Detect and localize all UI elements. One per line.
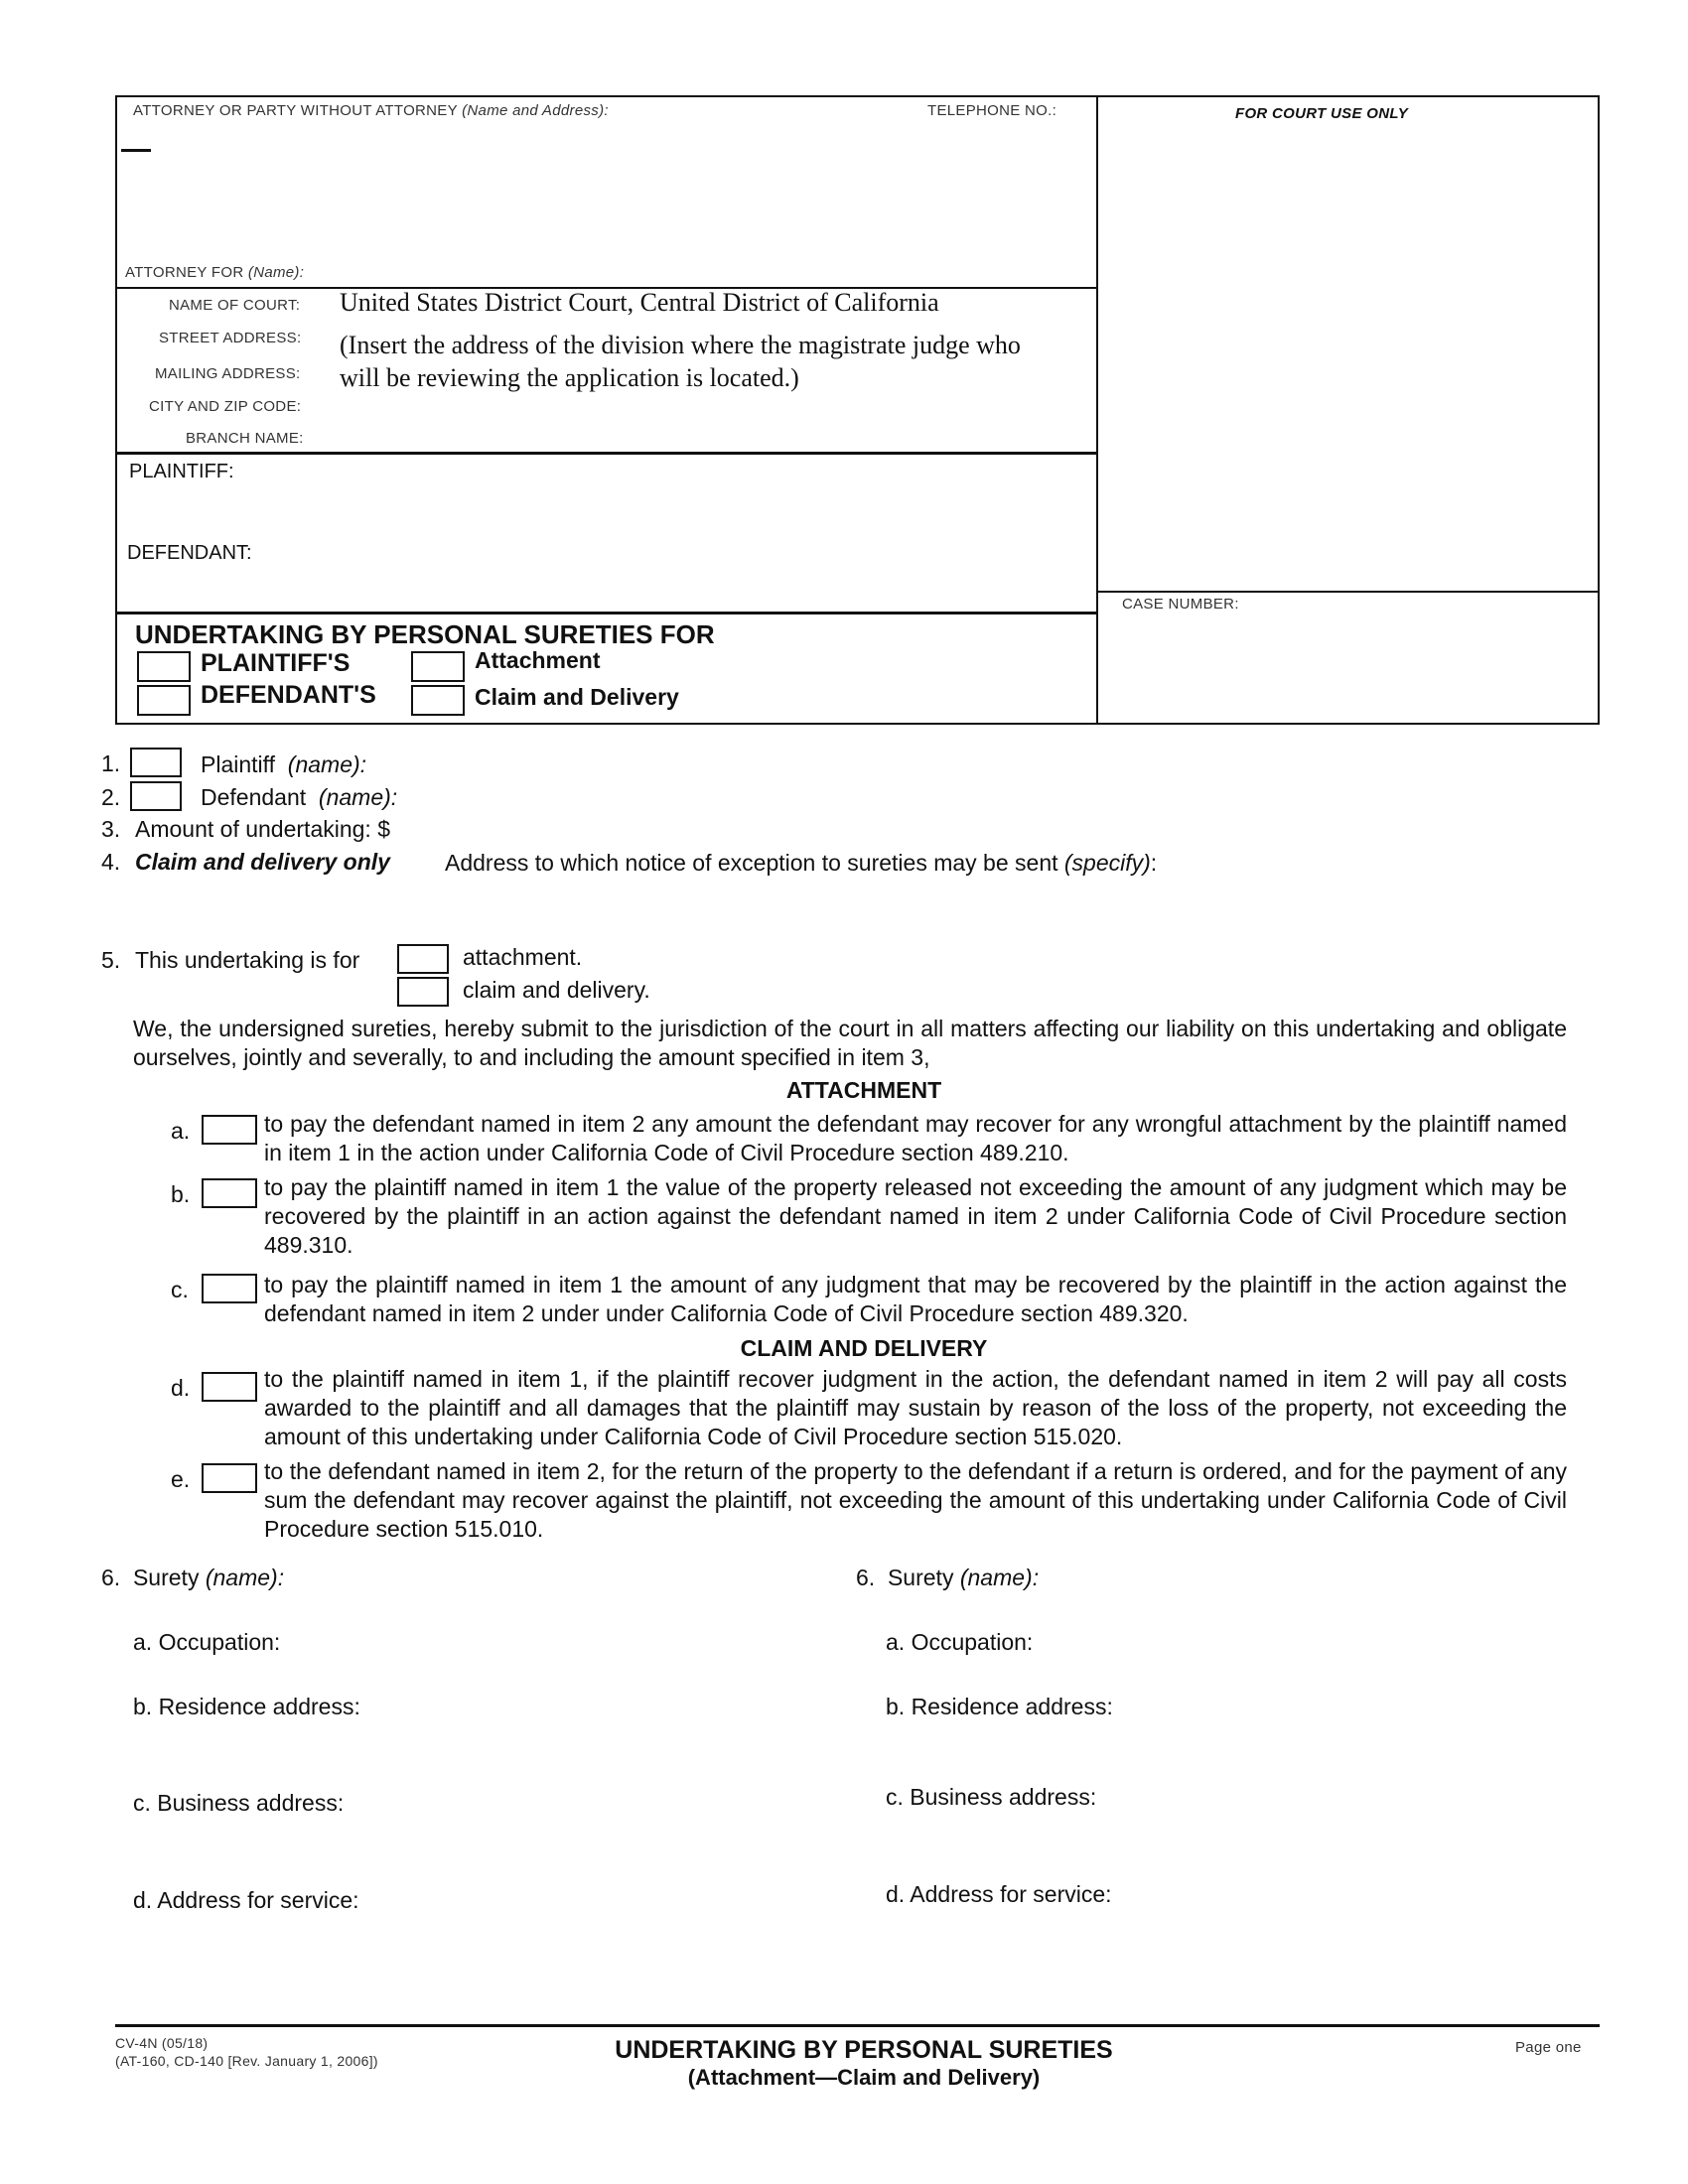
attorney-for-ital: (Name):	[247, 264, 305, 281]
item-3-number: 3.	[101, 816, 121, 842]
footer-page: Page one	[1515, 2039, 1582, 2056]
surety-1-occupation: a. Occupation:	[133, 1629, 281, 1655]
item-2-name-ital: (name):	[318, 784, 398, 810]
plaintiffs-checkbox[interactable]	[137, 651, 191, 682]
mailing-address-label: MAILING ADDRESS:	[155, 365, 301, 382]
item-5-attachment-label: attachment.	[463, 944, 583, 970]
claim-delivery-heading: CLAIM AND DELIVERY	[740, 1335, 988, 1361]
option-e-letter: e.	[171, 1466, 191, 1492]
item-1-plaintiff-checkbox[interactable]	[130, 748, 182, 777]
form-title: UNDERTAKING BY PERSONAL SURETIES FOR	[135, 619, 715, 649]
defendants-option-label: DEFENDANT'S	[201, 681, 376, 709]
surety-1-label: Surety	[132, 1565, 200, 1590]
surety-2-number: 6.	[856, 1565, 876, 1590]
option-a-letter: a.	[171, 1118, 191, 1144]
item-5-attachment-checkbox[interactable]	[397, 944, 449, 974]
option-e-checkbox[interactable]	[202, 1463, 257, 1493]
parties-bottom-line	[115, 612, 1098, 614]
surety-2-occupation: a. Occupation:	[886, 1629, 1034, 1655]
item-5-number: 5.	[101, 947, 121, 973]
option-b-checkbox[interactable]	[202, 1178, 257, 1208]
attachment-heading: ATTACHMENT	[785, 1077, 942, 1103]
attorney-label-ital: (Name and Address):	[462, 102, 609, 119]
street-address-label: STREET ADDRESS:	[159, 330, 302, 346]
surety-1-number: 6.	[101, 1565, 121, 1590]
attorney-label-text: ATTORNEY OR PARTY WITHOUT ATTORNEY	[133, 102, 458, 119]
telephone-label: TELEPHONE NO.:	[927, 102, 1057, 119]
item-4-notice-label	[445, 850, 1157, 877]
option-b-letter: b.	[171, 1181, 191, 1207]
option-d-letter: d.	[171, 1375, 191, 1401]
surety-1-service: d. Address for service:	[133, 1887, 359, 1913]
address-note-line1: (Insert the address of the division where the magistrate judge who	[340, 331, 1021, 359]
item-5-claim-checkbox[interactable]	[397, 977, 449, 1007]
surety-1-name-ital: (name):	[205, 1565, 285, 1590]
attorney-dash-mark	[121, 149, 151, 152]
surety-2-heading	[856, 1565, 1039, 1591]
surety-2-name-ital: (name):	[959, 1565, 1040, 1590]
option-d-text: to the plaintiff named in item 1, if the plaintiff recover judgment in the action, the defendant named in item 2 will pay all costs awarded to the plaintiff and all damages that the plaintiff may sustain by reason of the loss of the property, not exceeding the amount of this undertaking under California Code of Civil Procedure section 515.020.	[264, 1366, 1567, 1449]
surety-1-business: c. Business address:	[133, 1790, 345, 1816]
plaintiff-label: PLAINTIFF:	[129, 461, 234, 482]
item-4-specify-ital: (specify)	[1063, 850, 1151, 876]
option-a-text: to pay the defendant named in item 2 any amount the defendant may recover for any wrongful attachment by the plaintiff named in item 1 in the action under California Code of Civil Procedure section 489.210.	[264, 1111, 1567, 1165]
option-b-text: to pay the plaintiff named in item 1 the value of the property released not exceeding the amount of any judgment which may be recovered by the plaintiff in an action against the defendant named in item 2 under California Code of Civil Procedure section 489.310.	[264, 1174, 1567, 1258]
option-c-letter: c.	[171, 1277, 189, 1302]
attorney-label	[133, 102, 609, 119]
claim-delivery-option-label: Claim and Delivery	[475, 684, 679, 710]
item-4-notice-text: Address to which notice of exception to sureties may be sent	[445, 850, 1058, 876]
item-1-plaintiff-label	[201, 751, 366, 778]
item-4-claim-only: Claim and delivery only	[135, 849, 390, 875]
item-2-number: 2.	[101, 784, 121, 810]
option-c-text: to pay the plaintiff named in item 1 the amount of any judgment that may be recovered by the plaintiff in the action against the defendant named in item 2 under under California Code of Civil Procedure section 489.320.	[264, 1272, 1567, 1326]
defendants-checkbox[interactable]	[137, 685, 191, 716]
footer-rule	[115, 2024, 1600, 2027]
item-2-defendant-checkbox[interactable]	[130, 781, 182, 811]
surety-2-residence: b. Residence address:	[886, 1694, 1113, 1719]
court-name-value: United States District Court, Central District of California	[340, 288, 939, 317]
case-number-label: CASE NUMBER:	[1122, 596, 1239, 613]
item-1-number: 1.	[101, 751, 121, 776]
item-1-name-ital: (name):	[287, 751, 367, 777]
court-box-bottom-line	[115, 452, 1098, 455]
plaintiffs-option-label: PLAINTIFF'S	[201, 649, 351, 677]
footer-form-id: CV-4N (05/18)	[115, 2035, 209, 2051]
caption-vertical-divider	[1096, 95, 1098, 725]
surety-2-service: d. Address for service:	[886, 1881, 1112, 1907]
defendant-label: DEFENDANT:	[127, 542, 252, 564]
attachment-option-label: Attachment	[475, 647, 601, 673]
intro-paragraph: We, the undersigned sureties, hereby submit to the jurisdiction of the court in all matters affecting our liability on this undertaking and obligate ourselves, jointly and severally, to and including the amount specified in item 3,	[133, 1016, 1567, 1070]
item-3-amount-label: Amount of undertaking: $	[135, 816, 390, 842]
surety-2-label: Surety	[887, 1565, 954, 1590]
item-4-colon: :	[1150, 850, 1158, 876]
claim-delivery-checkbox[interactable]	[411, 685, 465, 716]
city-zip-label: CITY AND ZIP CODE:	[149, 398, 302, 415]
footer-subtitle: (Attachment—Claim and Delivery)	[687, 2065, 1041, 2090]
option-c-checkbox[interactable]	[202, 1274, 257, 1303]
option-a-checkbox[interactable]	[202, 1115, 257, 1145]
item-1-plaintiff-text: Plaintiff	[201, 751, 276, 777]
footer-rev: (AT-160, CD-140 [Rev. January 1, 2006])	[115, 2053, 378, 2069]
attorney-for-text: ATTORNEY FOR	[125, 264, 244, 281]
surety-1-residence: b. Residence address:	[133, 1694, 360, 1719]
address-note-line2: will be reviewing the application is located.)	[340, 363, 799, 392]
item-2-defendant-label	[201, 784, 397, 811]
attachment-checkbox[interactable]	[411, 651, 465, 682]
footer-title: UNDERTAKING BY PERSONAL SURETIES	[615, 2036, 1113, 2064]
option-d-checkbox[interactable]	[202, 1372, 257, 1402]
court-use-label: FOR COURT USE ONLY	[1235, 105, 1409, 122]
attorney-for-label	[125, 264, 304, 281]
name-of-court-label: NAME OF COURT:	[169, 297, 301, 314]
surety-2-business: c. Business address:	[886, 1784, 1097, 1810]
item-5-claim-label: claim and delivery.	[463, 977, 650, 1003]
item-4-number: 4.	[101, 849, 121, 875]
court-use-bottom-line	[1096, 591, 1600, 593]
item-2-defendant-text: Defendant	[201, 784, 307, 810]
surety-1-heading	[101, 1565, 284, 1591]
item-5-label: This undertaking is for	[135, 947, 360, 973]
option-e-text: to the defendant named in item 2, for the return of the property to the defendant if a return is ordered, and for the payment of any sum the defendant may recover against the plaintiff, not exceeding the amount of this undertaking under California Code of Civil Procedure section 515.010.	[264, 1458, 1567, 1542]
branch-name-label: BRANCH NAME:	[186, 430, 304, 447]
